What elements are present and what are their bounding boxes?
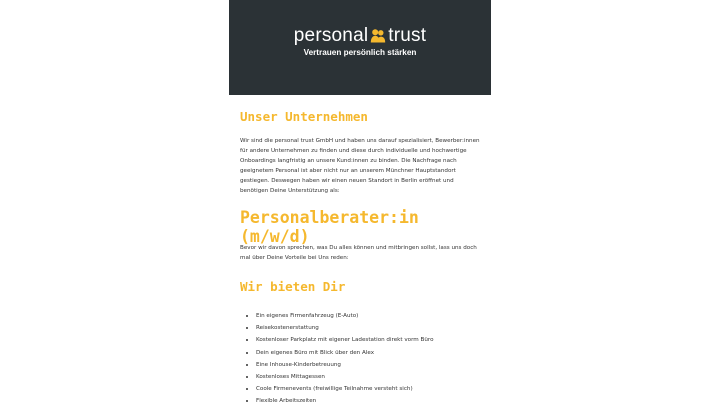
company-logo: [229, 23, 491, 49]
logo-word-right: trust: [388, 25, 427, 46]
company-paragraph: Wir sind die personal trust GmbH und haben uns darauf spezialisiert, Bewerber:innen für andere Unternehmen zu finden und diese durch individuelle und hochwertige Onboardings langfristig an unsere Kund:innen zu binden. Die Nachfrage nach geeignetem Personal ist aber nicht nur an unserem Münchner Hauptstandort gestiegen. Deswegen haben wir einen neuen Standort in Berlin eröffnet und benötigen Deine Unterstützung als:: [240, 138, 480, 194]
benefit-item: • Eine Inhouse-Kinderbetreuung: [256, 359, 434, 371]
benefit-item: • Reisekostenerstattung: [256, 322, 434, 334]
benefit-item: • Dein eigenes Büro mit Blick über den Alex: [256, 347, 434, 359]
benefit-item: • Kostenloser Parkplatz mit eigener Ladestation direkt vorm Büro: [256, 334, 434, 346]
people-icon: [370, 27, 386, 45]
company-heading: Unser Unternehmen: [240, 109, 368, 124]
logo-word-left: personal: [293, 25, 369, 46]
benefit-item: • Ein eigenes Firmenfahrzeug (E-Auto): [256, 310, 434, 322]
benefits-list: [240, 310, 434, 405]
job-ad-column: [229, 0, 491, 405]
benefit-item: • Flexible Arbeitszeiten: [256, 395, 434, 405]
job-intro-paragraph: Bevor wir davon sprechen, was Du alles können und mitbringen sollst, lass uns doch mal über Deine Vorteile bei Uns reden:: [240, 245, 477, 261]
benefit-item: • Coole Firmenevents (freiwillige Teilnahme versteht sich): [256, 383, 434, 395]
benefit-item: • Kostenloses Mittagessen: [256, 371, 434, 383]
header-banner: [229, 0, 491, 95]
tagline: Vertrauen persönlich stärken: [303, 48, 417, 57]
job-title: Personalberater:in (m/w/d): [240, 208, 419, 246]
offer-heading: Wir bieten Dir: [240, 279, 346, 294]
